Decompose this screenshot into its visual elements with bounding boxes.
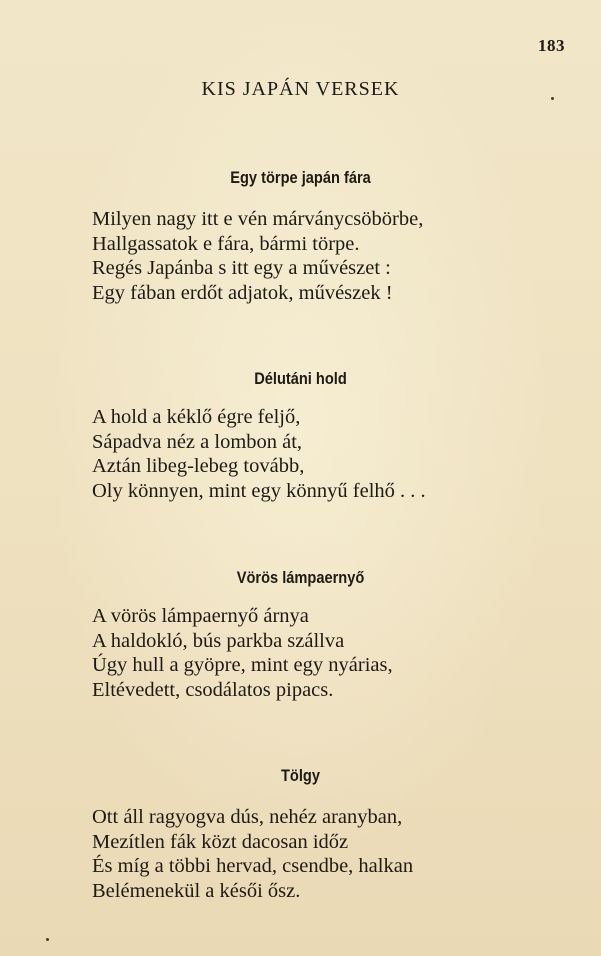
poem-line: Eltévedett, csodálatos pipacs.: [92, 678, 334, 701]
paper-speck: [46, 938, 49, 941]
poem-line: Belémenekül a késői ősz.: [92, 879, 301, 902]
poem-line: Ott áll ragyogva dús, nehéz aranyban,: [92, 806, 403, 828]
poem-line: Oly könnyen, mint egy könnyű felhő . . .: [92, 479, 426, 502]
poem-line: Mezítlen fák közt dacosan időz: [92, 830, 349, 853]
page-number: 183: [538, 36, 565, 55]
poem-stanza: [92, 805, 532, 903]
poem-line: Regés Japánba s itt egy a művészet :: [92, 257, 391, 279]
poem-line: Úgy hull a gyöpre, mint egy nyárias,: [92, 654, 393, 676]
poem-title: Egy törpe japán fára: [230, 168, 371, 187]
poem-line: A hold a kéklő égre feljő,: [92, 406, 301, 428]
poem-line: A vörös lámpaernyő árnya: [92, 605, 309, 627]
poem-stanza: [92, 604, 532, 702]
poem-title: Tölgy: [281, 766, 320, 785]
poem-stanza: [92, 207, 532, 305]
poem-line: Milyen nagy itt e vén márványcsöbörbe,: [92, 208, 424, 230]
running-head: KIS JAPÁN VERSEK: [201, 78, 400, 100]
poem-line: Egy fában erdőt adjatok, művészek !: [92, 281, 393, 304]
poem-title: Délutáni hold: [254, 369, 347, 388]
poem-line: Sápadva néz a lombon át,: [92, 430, 303, 453]
poem-line: És míg a többi hervad, csendbe, halkan: [92, 855, 414, 877]
paper-speck: [551, 97, 554, 100]
poem-stanza: [92, 405, 532, 503]
poem-line: Aztán libeg-lebeg tovább,: [92, 455, 305, 477]
poem-line: A haldokló, bús parkba szállva: [92, 629, 345, 652]
poem-line: Hallgassatok e fára, bármi törpe.: [92, 232, 360, 255]
poem-title: Vörös lámpaernyő: [236, 568, 365, 587]
